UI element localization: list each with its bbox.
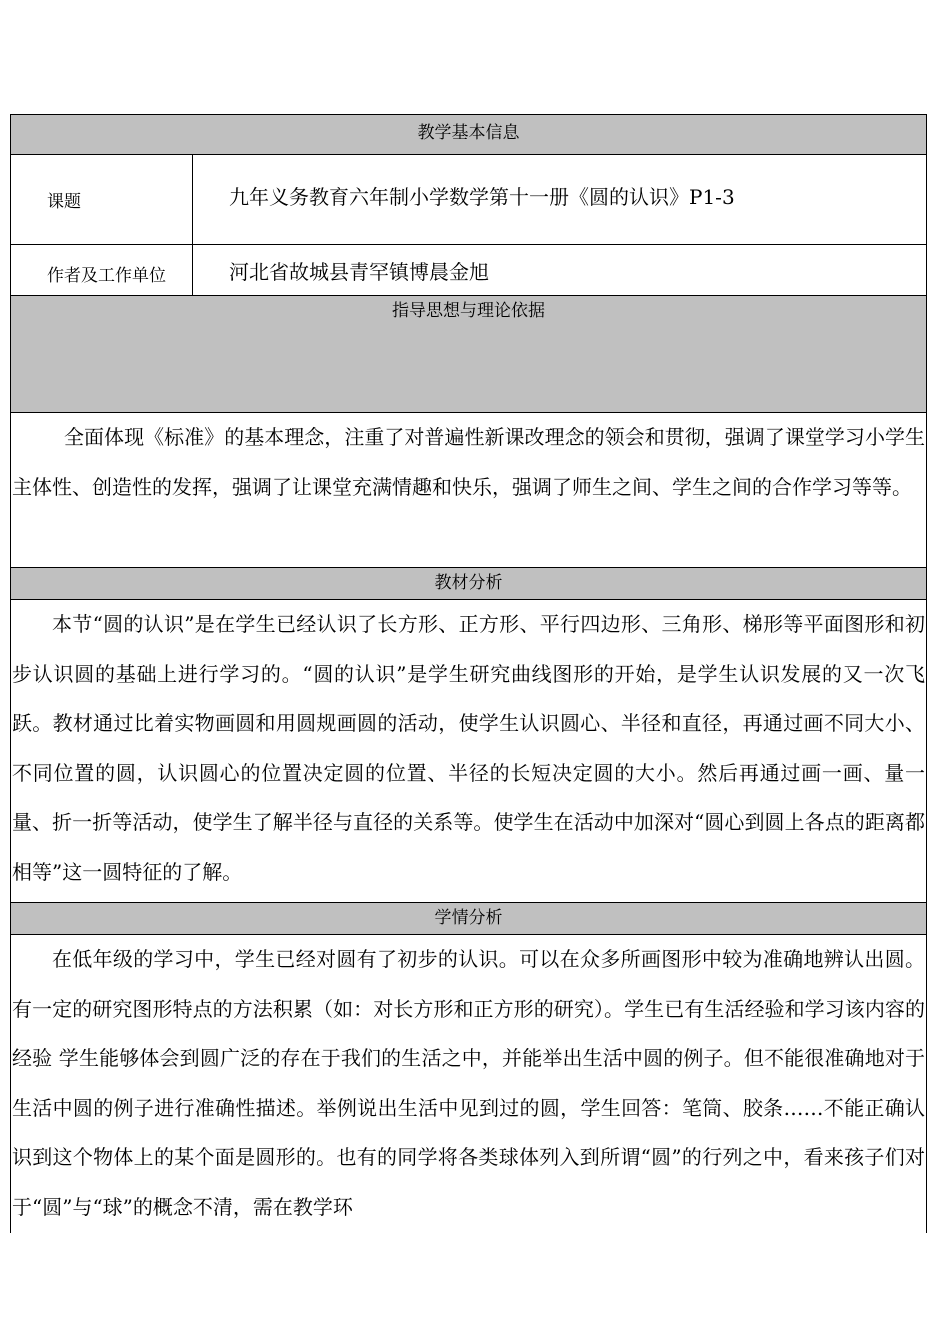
learning-text: 在低年级的学习中，学生已经对圆有了初步的认识。可以在众多所画图形中较为准确地辨认出圆。有一定的研究图形特点的方法积累（如：对长方形和正方形的研究）。学生已有生活经验和学习该内容的经验 学生能够体会到圆广泛的存在于我们的生活之中，并能举出生活中圆的例子。但不能很准确地对于生活中圆的例子进行准确性描述。举例说出生活中见到过的圆，学生回答：笔筒、胶条……不能正确认识到这个物体上的某个面是圆形的。也有的同学将各类球体列入到所谓“圆”的行列之中，看来孩子们对于“圆”与“球”的概念不清，需在教学环 — [12, 947, 925, 1219]
topic-value: 九年义务教育六年制小学数学第十一册《圆的认识》P1-3 — [229, 185, 735, 209]
author-value: 河北省故城县青罕镇博晨金旭 — [229, 260, 489, 284]
lesson-plan-table — [10, 114, 927, 1233]
guiding-text: 全面体现《标准》的基本理念，注重了对普遍性新课改理念的领会和贯彻，强调了课堂学习小学生主体性、创造性的发挥，强调了让课堂充满情趣和快乐，强调了师生之间、学生之间的合作学习等等。 — [11, 413, 926, 568]
author-label: 作者及工作单位 — [11, 245, 193, 295]
section-header-guiding: 指导思想与理论依据 — [11, 296, 926, 413]
topic-row — [11, 155, 926, 245]
section-header-basic-info: 教学基本信息 — [11, 115, 926, 155]
material-text: 本节“圆的认识”是在学生已经认识了长方形、正方形、平行四边形、三角形、梯形等平面图形和初步认识圆的基础上进行学习的。“圆的认识”是学生研究曲线图形的开始，是学生认识发展的又一次飞跃。教材通过比着实物画圆和用圆规画圆的活动，使学生认识圆心、半径和直径，再通过画不同大小、不同位置的圆，认识圆心的位置决定圆的位置、半径的长短决定圆的大小。然后再通过画一画、量一量、折一折等活动，使学生了解半径与直径的关系等。使学生在活动中加深对“圆心到圆上各点的距离都相等”这一圆特征的了解。 — [11, 600, 926, 903]
section-header-learning: 学情分析 — [11, 903, 926, 935]
author-row — [11, 245, 926, 296]
topic-label: 课题 — [11, 155, 193, 244]
section-header-material: 教材分析 — [11, 568, 926, 600]
